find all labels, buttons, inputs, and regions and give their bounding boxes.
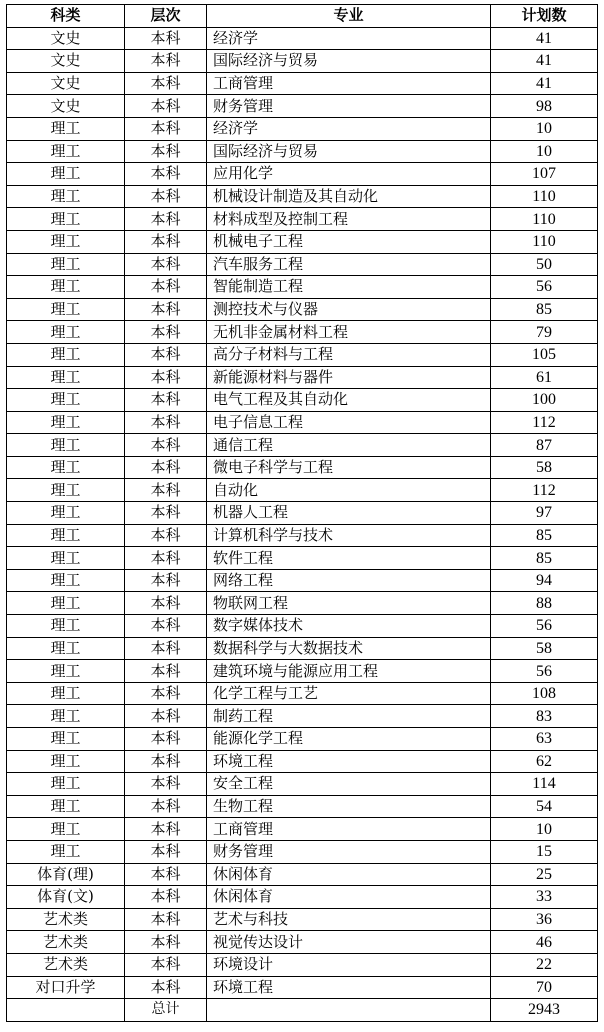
row-category: 理工 [7, 163, 125, 186]
table-row [7, 931, 598, 954]
row-major: 国际经济与贸易 [207, 50, 491, 73]
row-level: 本科 [125, 773, 207, 796]
row-plan-count: 41 [491, 50, 598, 73]
header-plan-count: 计划数 [491, 5, 598, 28]
row-major: 软件工程 [207, 547, 491, 570]
row-level: 本科 [125, 592, 207, 615]
row-major: 化学工程与工艺 [207, 682, 491, 705]
row-level: 本科 [125, 840, 207, 863]
row-level: 本科 [125, 117, 207, 140]
total-category-cell [7, 999, 125, 1022]
row-category: 理工 [7, 728, 125, 751]
row-level: 本科 [125, 863, 207, 886]
row-category: 理工 [7, 456, 125, 479]
row-major: 休闲体育 [207, 863, 491, 886]
row-major: 工商管理 [207, 72, 491, 95]
row-level: 本科 [125, 705, 207, 728]
row-level: 本科 [125, 479, 207, 502]
row-level: 本科 [125, 908, 207, 931]
table-row [7, 705, 598, 728]
row-level: 本科 [125, 389, 207, 412]
table-row [7, 140, 598, 163]
row-plan-count: 46 [491, 931, 598, 954]
row-major: 数据科学与大数据技术 [207, 637, 491, 660]
row-category: 理工 [7, 434, 125, 457]
row-plan-count: 61 [491, 366, 598, 389]
row-category: 理工 [7, 682, 125, 705]
row-major: 视觉传达设计 [207, 931, 491, 954]
row-major: 经济学 [207, 27, 491, 50]
row-plan-count: 54 [491, 795, 598, 818]
header-level: 层次 [125, 5, 207, 28]
row-level: 本科 [125, 253, 207, 276]
row-level: 本科 [125, 660, 207, 683]
table-row [7, 185, 598, 208]
row-level: 本科 [125, 886, 207, 909]
row-major: 电子信息工程 [207, 411, 491, 434]
row-level: 本科 [125, 298, 207, 321]
row-plan-count: 10 [491, 117, 598, 140]
row-plan-count: 110 [491, 185, 598, 208]
row-level: 本科 [125, 728, 207, 751]
table-row [7, 637, 598, 660]
row-category: 艺术类 [7, 908, 125, 931]
row-plan-count: 41 [491, 27, 598, 50]
row-major: 能源化学工程 [207, 728, 491, 751]
row-plan-count: 107 [491, 163, 598, 186]
row-level: 本科 [125, 750, 207, 773]
table-row [7, 524, 598, 547]
row-category: 理工 [7, 502, 125, 525]
header-major: 专业 [207, 5, 491, 28]
row-category: 理工 [7, 343, 125, 366]
header-row [7, 5, 598, 28]
row-plan-count: 88 [491, 592, 598, 615]
row-category: 文史 [7, 95, 125, 118]
row-category: 理工 [7, 524, 125, 547]
row-plan-count: 15 [491, 840, 598, 863]
row-category: 理工 [7, 660, 125, 683]
row-category: 文史 [7, 50, 125, 73]
row-category: 理工 [7, 321, 125, 344]
row-major: 财务管理 [207, 840, 491, 863]
table-row [7, 72, 598, 95]
row-category: 理工 [7, 208, 125, 231]
row-category: 理工 [7, 230, 125, 253]
table-row [7, 750, 598, 773]
row-plan-count: 10 [491, 140, 598, 163]
table-row [7, 389, 598, 412]
row-category: 理工 [7, 276, 125, 299]
row-major: 无机非金属材料工程 [207, 321, 491, 344]
table-row [7, 208, 598, 231]
row-plan-count: 36 [491, 908, 598, 931]
enrollment-plan-table [6, 4, 598, 1022]
table-row [7, 615, 598, 638]
row-plan-count: 85 [491, 298, 598, 321]
row-category: 理工 [7, 547, 125, 570]
row-level: 本科 [125, 976, 207, 999]
row-major: 环境工程 [207, 976, 491, 999]
table-row [7, 27, 598, 50]
row-category: 理工 [7, 185, 125, 208]
table-body [7, 27, 598, 999]
row-level: 本科 [125, 818, 207, 841]
row-plan-count: 58 [491, 637, 598, 660]
row-category: 理工 [7, 366, 125, 389]
row-level: 本科 [125, 456, 207, 479]
row-major: 安全工程 [207, 773, 491, 796]
row-level: 本科 [125, 276, 207, 299]
row-category: 理工 [7, 705, 125, 728]
total-label: 总计 [125, 999, 207, 1022]
row-plan-count: 41 [491, 72, 598, 95]
row-major: 计算机科学与技术 [207, 524, 491, 547]
row-major: 通信工程 [207, 434, 491, 457]
row-category: 艺术类 [7, 931, 125, 954]
row-major: 艺术与科技 [207, 908, 491, 931]
table-row [7, 366, 598, 389]
row-category: 理工 [7, 750, 125, 773]
row-major: 物联网工程 [207, 592, 491, 615]
row-level: 本科 [125, 931, 207, 954]
table-row [7, 840, 598, 863]
row-major: 测控技术与仪器 [207, 298, 491, 321]
table-row [7, 411, 598, 434]
row-major: 应用化学 [207, 163, 491, 186]
row-category: 理工 [7, 569, 125, 592]
row-level: 本科 [125, 366, 207, 389]
table-row [7, 592, 598, 615]
row-plan-count: 85 [491, 547, 598, 570]
row-plan-count: 105 [491, 343, 598, 366]
row-major: 国际经济与贸易 [207, 140, 491, 163]
table-row [7, 547, 598, 570]
row-category: 理工 [7, 615, 125, 638]
row-category: 理工 [7, 773, 125, 796]
table-row [7, 976, 598, 999]
table-row [7, 298, 598, 321]
table-row [7, 434, 598, 457]
row-level: 本科 [125, 569, 207, 592]
table-row [7, 773, 598, 796]
row-plan-count: 98 [491, 95, 598, 118]
row-major: 生物工程 [207, 795, 491, 818]
table-row [7, 569, 598, 592]
row-major: 智能制造工程 [207, 276, 491, 299]
header-category: 科类 [7, 5, 125, 28]
table-row [7, 682, 598, 705]
row-category: 理工 [7, 253, 125, 276]
row-major: 工商管理 [207, 818, 491, 841]
row-plan-count: 79 [491, 321, 598, 344]
row-plan-count: 50 [491, 253, 598, 276]
table-row [7, 276, 598, 299]
table-row [7, 253, 598, 276]
row-plan-count: 94 [491, 569, 598, 592]
table-row [7, 343, 598, 366]
row-level: 本科 [125, 953, 207, 976]
row-level: 本科 [125, 72, 207, 95]
row-plan-count: 56 [491, 660, 598, 683]
row-major: 休闲体育 [207, 886, 491, 909]
table-row [7, 479, 598, 502]
row-level: 本科 [125, 343, 207, 366]
row-plan-count: 110 [491, 208, 598, 231]
row-plan-count: 83 [491, 705, 598, 728]
table-row [7, 50, 598, 73]
row-level: 本科 [125, 637, 207, 660]
row-category: 理工 [7, 298, 125, 321]
row-plan-count: 110 [491, 230, 598, 253]
row-plan-count: 112 [491, 411, 598, 434]
row-level: 本科 [125, 434, 207, 457]
row-level: 本科 [125, 50, 207, 73]
row-plan-count: 56 [491, 615, 598, 638]
row-major: 网络工程 [207, 569, 491, 592]
table-row [7, 502, 598, 525]
row-category: 理工 [7, 795, 125, 818]
row-category: 理工 [7, 389, 125, 412]
table-row [7, 953, 598, 976]
table-row [7, 886, 598, 909]
row-category: 艺术类 [7, 953, 125, 976]
row-level: 本科 [125, 411, 207, 434]
row-level: 本科 [125, 321, 207, 344]
row-level: 本科 [125, 208, 207, 231]
row-level: 本科 [125, 795, 207, 818]
table-row [7, 863, 598, 886]
row-major: 经济学 [207, 117, 491, 140]
row-major: 自动化 [207, 479, 491, 502]
table-row [7, 908, 598, 931]
row-major: 环境设计 [207, 953, 491, 976]
row-category: 体育(理) [7, 863, 125, 886]
row-category: 文史 [7, 27, 125, 50]
row-major: 微电子科学与工程 [207, 456, 491, 479]
table-row [7, 795, 598, 818]
row-plan-count: 62 [491, 750, 598, 773]
row-plan-count: 10 [491, 818, 598, 841]
table-row [7, 321, 598, 344]
table-row [7, 230, 598, 253]
row-major: 财务管理 [207, 95, 491, 118]
row-level: 本科 [125, 185, 207, 208]
row-plan-count: 58 [491, 456, 598, 479]
row-category: 对口升学 [7, 976, 125, 999]
row-major: 制药工程 [207, 705, 491, 728]
row-category: 体育(文) [7, 886, 125, 909]
row-major: 机器人工程 [207, 502, 491, 525]
row-plan-count: 22 [491, 953, 598, 976]
row-level: 本科 [125, 95, 207, 118]
total-row [7, 999, 598, 1022]
table-row [7, 660, 598, 683]
table-row [7, 728, 598, 751]
row-plan-count: 108 [491, 682, 598, 705]
row-plan-count: 87 [491, 434, 598, 457]
row-level: 本科 [125, 163, 207, 186]
row-level: 本科 [125, 27, 207, 50]
row-plan-count: 56 [491, 276, 598, 299]
row-level: 本科 [125, 615, 207, 638]
row-category: 理工 [7, 840, 125, 863]
row-level: 本科 [125, 547, 207, 570]
row-major: 高分子材料与工程 [207, 343, 491, 366]
row-major: 机械电子工程 [207, 230, 491, 253]
row-major: 数字媒体技术 [207, 615, 491, 638]
table-row [7, 818, 598, 841]
row-major: 材料成型及控制工程 [207, 208, 491, 231]
row-plan-count: 100 [491, 389, 598, 412]
row-category: 理工 [7, 479, 125, 502]
total-major-cell [207, 999, 491, 1022]
row-level: 本科 [125, 502, 207, 525]
row-level: 本科 [125, 140, 207, 163]
row-major: 环境工程 [207, 750, 491, 773]
row-plan-count: 114 [491, 773, 598, 796]
row-category: 文史 [7, 72, 125, 95]
row-major: 汽车服务工程 [207, 253, 491, 276]
table-row [7, 117, 598, 140]
row-category: 理工 [7, 140, 125, 163]
row-level: 本科 [125, 230, 207, 253]
row-major: 建筑环境与能源应用工程 [207, 660, 491, 683]
row-category: 理工 [7, 637, 125, 660]
row-plan-count: 70 [491, 976, 598, 999]
row-plan-count: 25 [491, 863, 598, 886]
table-row [7, 163, 598, 186]
row-category: 理工 [7, 411, 125, 434]
row-major: 电气工程及其自动化 [207, 389, 491, 412]
row-plan-count: 85 [491, 524, 598, 547]
table-row [7, 456, 598, 479]
total-value: 2943 [491, 999, 598, 1022]
row-level: 本科 [125, 682, 207, 705]
row-plan-count: 33 [491, 886, 598, 909]
row-plan-count: 112 [491, 479, 598, 502]
row-plan-count: 63 [491, 728, 598, 751]
row-category: 理工 [7, 818, 125, 841]
row-category: 理工 [7, 117, 125, 140]
row-plan-count: 97 [491, 502, 598, 525]
row-major: 新能源材料与器件 [207, 366, 491, 389]
row-major: 机械设计制造及其自动化 [207, 185, 491, 208]
row-category: 理工 [7, 592, 125, 615]
enrollment-plan-table-container [6, 4, 597, 1022]
row-level: 本科 [125, 524, 207, 547]
table-row [7, 95, 598, 118]
